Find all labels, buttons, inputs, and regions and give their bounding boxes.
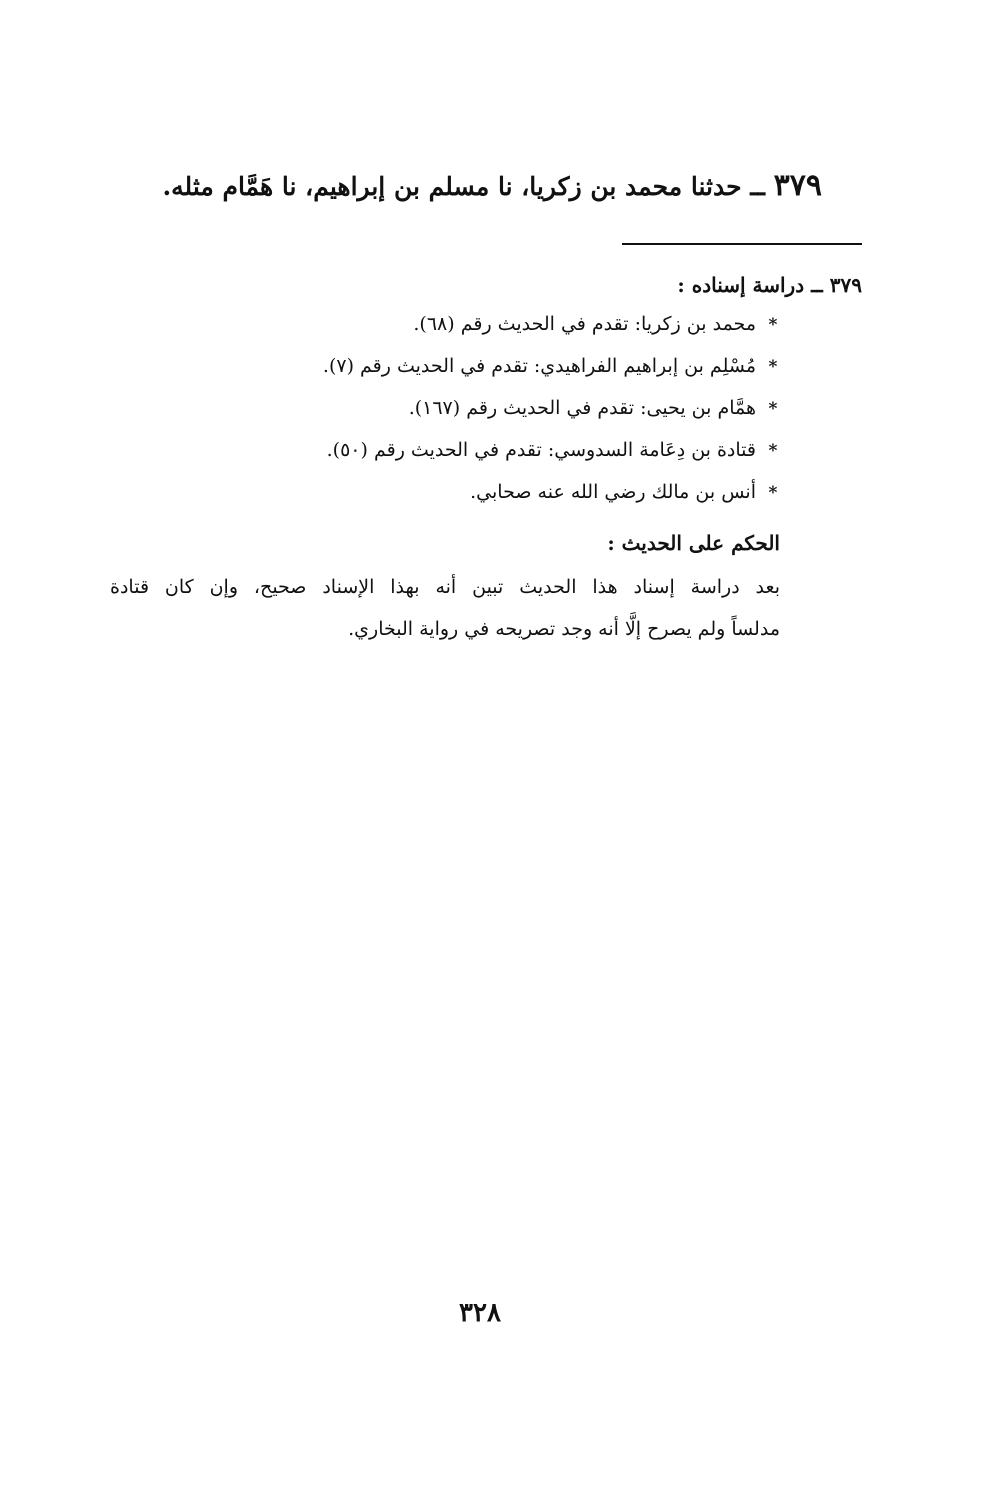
ruling-heading: الحكم على الحديث : bbox=[607, 531, 780, 555]
ruling-paragraph bbox=[110, 566, 780, 650]
ruling-line: بعد دراسة إسناد هذا الحديث تبين أنه بهذا الإسناد صحيح، وإن كان قتادة bbox=[110, 576, 780, 598]
narrator-item bbox=[220, 478, 780, 520]
narrator-text: قتادة بن دِعَامة السدوسي: تقدم في الحديث رقم (٥٠). bbox=[326, 439, 756, 461]
narrator-text: مُسْلِم بن إبراهيم الفراهيدي: تقدم في الحديث رقم (٧). bbox=[322, 355, 756, 377]
narrator-item bbox=[220, 310, 780, 352]
asterisk-bullet-icon: * bbox=[768, 315, 778, 335]
asterisk-bullet-icon: * bbox=[768, 441, 778, 461]
ruling-line: مدلساً ولم يصرح إلَّا أنه وجد تصريحه في رواية البخاري. bbox=[348, 618, 780, 640]
narrator-text: همَّام بن يحيى: تقدم في الحديث رقم (١٦٧). bbox=[408, 397, 756, 419]
narrator-item bbox=[220, 394, 780, 436]
asterisk-bullet-icon: * bbox=[768, 357, 778, 377]
narrator-item bbox=[220, 352, 780, 394]
narrator-list bbox=[220, 310, 780, 520]
narrator-text: محمد بن زكريا: تقدم في الحديث رقم (٦٨). bbox=[413, 313, 756, 335]
narrator-text: أنس بن مالك رضي الله عنه صحابي. bbox=[470, 481, 756, 503]
hadith-body: حدثنا محمد بن زكريا، نا مسلم بن إبراهيم، نا هَمَّام مثله. bbox=[162, 172, 742, 201]
narrator-item bbox=[220, 436, 780, 478]
asterisk-bullet-icon: * bbox=[768, 483, 778, 503]
hadith-number: ٣٧٩ bbox=[773, 168, 822, 203]
isnad-study-heading: ٣٧٩ ــ دراسة إسناده : bbox=[677, 273, 862, 297]
page-number: ٣٢٨ bbox=[459, 1298, 501, 1328]
hadith-text-line bbox=[122, 166, 822, 207]
asterisk-bullet-icon: * bbox=[768, 399, 778, 419]
footnote-separator bbox=[622, 243, 862, 245]
hadith-dash: ــ bbox=[750, 172, 765, 201]
